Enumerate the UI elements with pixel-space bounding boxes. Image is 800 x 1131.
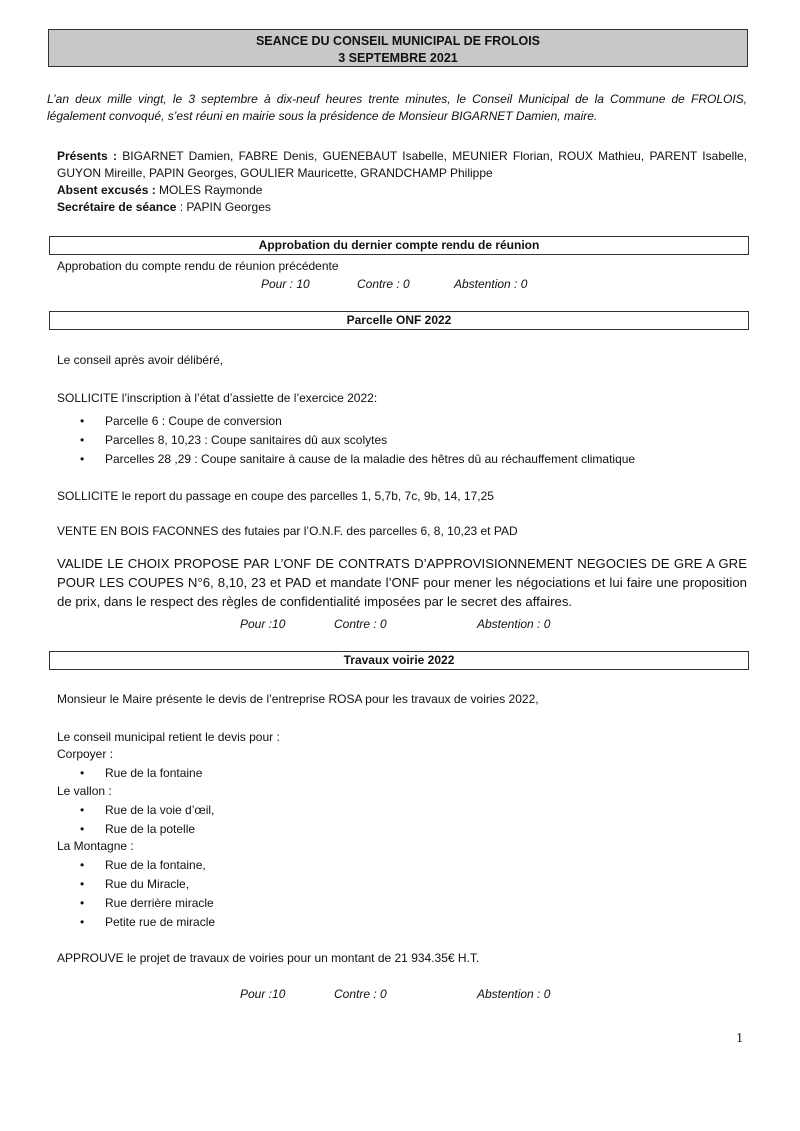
vote-abstention: Abstention : 0 <box>477 617 551 631</box>
document-title: SEANCE DU CONSEIL MUNICIPAL DE FROLOIS <box>255 34 541 48</box>
document-date: 3 SEPTEMBRE 2021 <box>338 51 458 65</box>
vote-pour: Pour :10 <box>240 987 286 1001</box>
parcelle-sollicite-report: SOLLICITE le report du passage en coupe des parcelles 1, 5,7b, 7c, 9b, 14, 17,25 <box>57 489 494 503</box>
intro-paragraph: L’an deux mille vingt, le 3 septembre à dix-neuf heures trente minutes, le Conseil Municipal de la Commune de FROLOIS, légalement convoqué, s’est réuni en mairie sous la présidence de Monsieur BIGARNET Damien, maire. <box>47 92 747 123</box>
bullet-icon: • <box>80 877 85 891</box>
bullet-icon: • <box>80 915 85 929</box>
vote-contre: Contre : 0 <box>334 617 387 631</box>
absent-names: MOLES Raymonde <box>155 183 263 197</box>
group-label-vallon: Le vallon : <box>57 784 112 798</box>
bullet-icon: • <box>80 822 85 836</box>
present-names: BIGARNET Damien, FABRE Denis, GUENEBAUT Isabelle, MEUNIER Florian, ROUX Mathieu, PARENT Isabelle, GUYON Mireille, PAPIN Georges, GOULIER Mauricette, GRANDCHAMP Philippe <box>57 149 748 180</box>
group-label-montagne: La Montagne : <box>57 839 134 853</box>
parcelle-sollicite-inscription: SOLLICITE l’inscription à l’état d’assiette de l’exercice 2022: <box>57 391 378 405</box>
page-number: 1 <box>736 1031 743 1046</box>
secretary-label: Secrétaire de séance <box>57 200 177 214</box>
parcelle-vente: VENTE EN BOIS FACONNES des futaies par l’O.N.F. des parcelles 6, 8, 10,23 et PAD <box>57 524 518 538</box>
section-title-approbation: Approbation du dernier compte rendu de réunion <box>49 236 749 255</box>
parcelle-deliberation: Le conseil après avoir délibéré, <box>57 353 224 367</box>
parcelle-valide: VALIDE LE CHOIX PROPOSE PAR L’ONF DE CONTRATS D’APPROVISIONNEMENT NEGOCIES DE GRE A GRE POUR LES COUPES N°6, 8,10, 23 et PAD et mandate l’ONF pour mener les négociations et lui faire une proposition de prix, dans le respect des règles de confidentialité imposées par le secret des affaires. <box>57 556 747 609</box>
document-header <box>48 29 748 67</box>
vote-contre: Contre : 0 <box>334 987 387 1001</box>
vote-pour: Pour :10 <box>240 617 286 631</box>
travaux-retient: Le conseil municipal retient le devis pour : <box>57 730 280 744</box>
bullet-icon: • <box>80 414 85 428</box>
secretary-names: : PAPIN Georges <box>176 200 271 214</box>
vote-abstention: Abstention : 0 <box>477 987 551 1001</box>
bullet-icon: • <box>80 452 85 466</box>
vote-contre: Contre : 0 <box>357 277 410 291</box>
group-label-corpoyer: Corpoyer : <box>57 747 114 761</box>
bullet-icon: • <box>80 858 85 872</box>
travaux-approuve: APPROUVE le projet de travaux de voiries pour un montant de 21 934.35€ H.T. <box>57 951 480 965</box>
present-label: Présents : <box>57 149 117 163</box>
section-title-travaux: Travaux voirie 2022 <box>49 651 749 670</box>
bullet-icon: • <box>80 433 85 447</box>
bullet-icon: • <box>80 766 85 780</box>
vote-abstention: Abstention : 0 <box>454 277 528 291</box>
attendance-block <box>57 148 747 216</box>
bullet-icon: • <box>80 803 85 817</box>
bullet-icon: • <box>80 896 85 910</box>
absent-line <box>57 182 747 199</box>
absent-label: Absent excusés : <box>57 183 156 197</box>
travaux-devis: Monsieur le Maire présente le devis de l’entreprise ROSA pour les travaux de voiries 2022, <box>57 692 539 706</box>
vote-pour: Pour : 10 <box>261 277 310 291</box>
approbation-text: Approbation du compte rendu de réunion précédente <box>57 259 339 273</box>
present-line <box>57 148 747 182</box>
section-title-parcelle: Parcelle ONF 2022 <box>49 311 749 330</box>
secretary-line <box>57 199 747 216</box>
